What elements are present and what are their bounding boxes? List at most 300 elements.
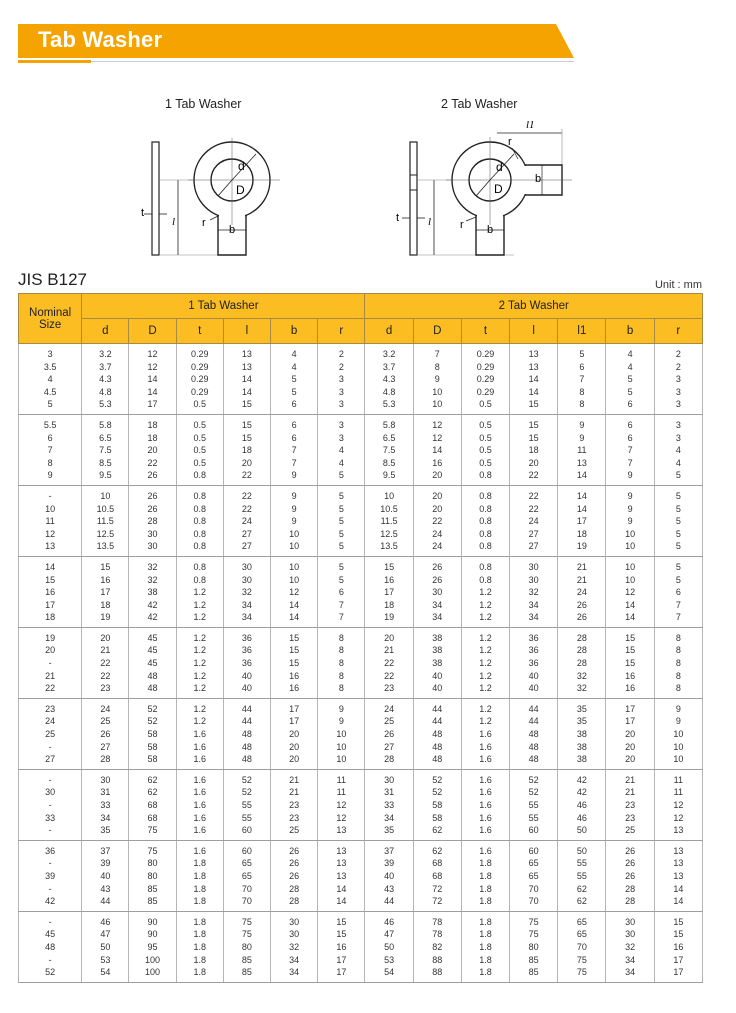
cell-value: 38 — [576, 754, 587, 765]
table-row-group — [19, 840, 703, 911]
value-cell — [223, 344, 270, 415]
cell-value: 14 — [336, 883, 347, 894]
cell-value: 62 — [147, 787, 158, 798]
cell-value: 54 — [100, 967, 111, 978]
cell-value: 53 — [384, 954, 395, 965]
cell-value: 13.5 — [380, 541, 398, 552]
value-cell — [318, 769, 365, 840]
cell-value: 9 — [338, 703, 344, 714]
cell-value: 9 — [675, 703, 681, 714]
cell-value: 20 — [528, 457, 539, 468]
cell-value: 1.6 — [479, 845, 492, 856]
cell-value: 21 — [384, 645, 395, 656]
cell-value: 44 — [528, 716, 539, 727]
cell-value: 48 — [45, 941, 56, 952]
cell-value: 25 — [625, 825, 636, 836]
value-cell — [129, 556, 176, 627]
cell-value: 35 — [576, 716, 587, 727]
one-tab-col-header: d — [82, 319, 129, 344]
cell-value: 7 — [291, 457, 297, 468]
value-cell — [461, 344, 509, 415]
cell-value: 88 — [432, 967, 443, 978]
cell-value: 10 — [289, 574, 300, 585]
value-cell — [82, 911, 129, 982]
cell-value: 1.8 — [193, 858, 206, 869]
value-cell — [271, 698, 318, 769]
cell-value: 25 — [289, 825, 300, 836]
cell-value: 0.8 — [479, 503, 492, 514]
cell-value: 85 — [528, 954, 539, 965]
cell-value: 9 — [579, 419, 585, 430]
cell-value: 7 — [338, 612, 344, 623]
cell-value: 8 — [579, 386, 585, 397]
cell-value: 40 — [384, 870, 395, 881]
D-label: D — [494, 182, 503, 196]
cell-value: 20 — [289, 729, 300, 740]
value-cell — [365, 627, 413, 698]
cell-value: 3 — [338, 419, 344, 430]
cell-value: 12 — [432, 419, 443, 430]
cell-value: 6 — [627, 399, 633, 410]
cell-value: 35 — [576, 703, 587, 714]
value-cell — [461, 627, 509, 698]
cell-value: 9 — [627, 470, 633, 481]
cell-value: 60 — [528, 845, 539, 856]
cell-value: 22 — [528, 470, 539, 481]
cell-value: 28 — [625, 883, 636, 894]
cell-value: 3 — [675, 419, 681, 430]
cell-value: 55 — [528, 812, 539, 823]
value-cell — [413, 698, 461, 769]
cell-value: 12 — [147, 361, 158, 372]
cell-value: 1.8 — [479, 883, 492, 894]
cell-value: 12 — [336, 812, 347, 823]
cell-value: 17 — [45, 599, 56, 610]
value-cell — [558, 344, 606, 415]
cell-value: 28 — [289, 883, 300, 894]
value-cell — [82, 556, 129, 627]
cell-value: 15 — [336, 916, 347, 927]
value-cell — [129, 344, 176, 415]
cell-value: 9 — [627, 516, 633, 527]
cell-value: 10 — [673, 754, 684, 765]
cell-value: 0.8 — [479, 470, 492, 481]
cell-value: 23 — [384, 683, 395, 694]
cell-value: 70 — [241, 896, 252, 907]
value-cell — [654, 911, 702, 982]
b-side-label: b — [535, 173, 542, 185]
value-cell — [558, 840, 606, 911]
cell-value: 5 — [675, 470, 681, 481]
cell-value: 58 — [432, 812, 443, 823]
cell-value: 30 — [241, 574, 252, 585]
value-cell — [461, 698, 509, 769]
cell-value: 32 — [147, 574, 158, 585]
cell-value: 20 — [432, 490, 443, 501]
two-tab-col-header: t — [461, 319, 509, 344]
cell-value: 25 — [100, 716, 111, 727]
cell-value: 3 — [338, 386, 344, 397]
cell-value: 4 — [627, 361, 633, 372]
cell-value: 7.5 — [99, 445, 112, 456]
cell-value: 3 — [675, 399, 681, 410]
value-cell — [318, 344, 365, 415]
cell-value: 17 — [576, 516, 587, 527]
cell-value: 24 — [528, 516, 539, 527]
cell-value: 52 — [432, 787, 443, 798]
cell-value: 35 — [384, 825, 395, 836]
nominal-size-cell — [19, 344, 82, 415]
cell-value: 13 — [673, 858, 684, 869]
cell-value: 13 — [336, 858, 347, 869]
cell-value: 12 — [336, 800, 347, 810]
cell-value: 20 — [45, 645, 56, 656]
cell-value: 8 — [579, 399, 585, 410]
cell-value: 1.8 — [193, 896, 206, 907]
cell-value: 1.2 — [193, 632, 206, 643]
cell-value: - — [48, 858, 52, 869]
cell-value: 4.3 — [382, 374, 396, 385]
value-cell — [271, 485, 318, 556]
cell-value: 15 — [528, 432, 539, 443]
cell-value: 1.6 — [479, 800, 492, 810]
cell-value: 36 — [241, 658, 252, 669]
cell-value: 65 — [241, 858, 252, 869]
cell-value: 7 — [434, 349, 440, 359]
cell-value: 17 — [147, 399, 158, 410]
cell-value: 42 — [576, 774, 587, 785]
cell-value: 75 — [576, 954, 587, 965]
cell-value: 30 — [528, 574, 539, 585]
cell-value: 7.5 — [382, 445, 396, 456]
cell-value: - — [48, 774, 52, 785]
cell-value: 85 — [147, 896, 158, 907]
value-cell — [223, 414, 270, 485]
value-cell — [654, 627, 702, 698]
cell-value: 1.6 — [193, 800, 206, 810]
cell-value: 8 — [675, 683, 681, 694]
cell-value: 16 — [625, 670, 636, 681]
cell-value: 1.6 — [193, 812, 206, 823]
cell-value: 7 — [338, 599, 344, 610]
cell-value: 9.5 — [382, 470, 396, 481]
cell-value: 52 — [528, 774, 539, 785]
cell-value: 17 — [625, 703, 636, 714]
cell-value: 58 — [147, 729, 158, 740]
cell-value: 30 — [625, 929, 636, 940]
cell-value: 13 — [336, 845, 347, 856]
cell-value: 5 — [675, 516, 681, 527]
cell-value: 18 — [147, 419, 158, 430]
b-bottom-label: b — [487, 224, 494, 236]
cell-value: 68 — [432, 858, 443, 869]
cell-value: 5 — [627, 374, 633, 385]
cell-value: 16 — [625, 683, 636, 694]
cell-value: 13 — [45, 541, 56, 552]
cell-value: 5 — [338, 516, 344, 527]
table-row-group — [19, 556, 703, 627]
value-cell — [365, 698, 413, 769]
cell-value: 54 — [384, 967, 395, 978]
one-tab-col-header: l — [223, 319, 270, 344]
value-cell — [271, 627, 318, 698]
value-cell — [510, 769, 558, 840]
value-cell — [365, 556, 413, 627]
cell-value: 0.8 — [479, 541, 492, 552]
cell-value: 48 — [432, 754, 443, 765]
d-label: d — [496, 160, 503, 174]
cell-value: 27 — [241, 528, 252, 539]
cell-value: 14 — [528, 374, 539, 385]
cell-value: 8.5 — [382, 457, 396, 468]
cell-value: 10 — [336, 729, 347, 740]
cell-value: 1.6 — [479, 754, 492, 765]
cell-value: 13 — [336, 825, 347, 836]
value-cell — [413, 485, 461, 556]
cell-value: 0.29 — [190, 374, 209, 385]
value-cell — [558, 627, 606, 698]
cell-value: 28 — [576, 658, 587, 669]
cell-value: 60 — [528, 825, 539, 836]
value-cell — [129, 414, 176, 485]
cell-value: 34 — [289, 967, 300, 978]
one-tab-group-header: 1 Tab Washer — [82, 294, 365, 319]
cell-value: 26 — [576, 612, 587, 623]
value-cell — [606, 627, 654, 698]
cell-value: 23 — [100, 683, 111, 694]
value-cell — [223, 698, 270, 769]
cell-value: 0.29 — [190, 361, 209, 372]
value-cell — [461, 485, 509, 556]
cell-value: 60 — [241, 845, 252, 856]
value-cell — [510, 627, 558, 698]
cell-value: 28 — [384, 754, 395, 765]
cell-value: 5.5 — [43, 419, 57, 430]
side-plate — [410, 142, 417, 255]
cell-value: 85 — [147, 883, 158, 894]
cell-value: 1.6 — [479, 812, 492, 823]
cell-value: 44 — [432, 716, 443, 727]
value-cell — [176, 911, 223, 982]
cell-value: 47 — [384, 929, 395, 940]
cell-value: 55 — [241, 812, 252, 823]
cell-value: 6.5 — [99, 432, 112, 443]
cell-value: 20 — [100, 632, 111, 643]
cell-value: 1.2 — [479, 703, 492, 714]
cell-value: 20 — [289, 754, 300, 765]
value-cell — [510, 344, 558, 415]
cell-value: 4.3 — [99, 374, 112, 385]
banner-accent-bar — [18, 60, 91, 63]
cell-value: 3.2 — [99, 349, 112, 359]
cell-value: 14 — [625, 599, 636, 610]
cell-value: 35 — [100, 825, 111, 836]
cell-value: 28 — [576, 645, 587, 656]
cell-value: 1.8 — [193, 967, 206, 978]
cell-value: 1.6 — [193, 741, 206, 752]
cell-value: 5.3 — [382, 399, 396, 410]
cell-value: 14 — [576, 490, 587, 501]
cell-value: 17 — [673, 954, 684, 965]
cell-value: 26 — [147, 503, 158, 514]
l1-label: l1 — [526, 119, 535, 131]
cell-value: 5 — [627, 386, 633, 397]
value-cell — [606, 414, 654, 485]
cell-value: 10 — [673, 729, 684, 740]
cell-value: 9 — [579, 432, 585, 443]
cell-value: 20 — [625, 741, 636, 752]
cell-value: 10 — [432, 399, 443, 410]
cell-value: 9 — [291, 516, 297, 527]
value-cell — [510, 556, 558, 627]
cell-value: 21 — [576, 561, 587, 572]
cell-value: 18 — [147, 432, 158, 443]
cell-value: 0.5 — [193, 399, 206, 410]
cell-value: 14 — [289, 599, 300, 610]
value-cell — [461, 769, 509, 840]
cell-value: 36 — [241, 645, 252, 656]
cell-value: 43 — [100, 883, 111, 894]
cell-value: 75 — [147, 825, 158, 836]
cell-value: 12 — [673, 800, 684, 810]
cell-value: 44 — [241, 703, 252, 714]
cell-value: 10 — [45, 503, 56, 514]
cell-value: 21 — [45, 670, 56, 681]
cell-value: 24 — [576, 587, 587, 598]
value-cell — [413, 414, 461, 485]
r-label: r — [202, 217, 206, 229]
cell-value: 9 — [675, 716, 681, 727]
value-cell — [461, 414, 509, 485]
cell-value: 65 — [528, 870, 539, 881]
table-row-group — [19, 627, 703, 698]
cell-value: 0.29 — [476, 361, 495, 372]
nominal-size-cell — [19, 840, 82, 911]
value-cell — [558, 556, 606, 627]
cell-value: 39 — [384, 858, 395, 869]
cell-value: 23 — [289, 812, 300, 823]
cell-value: 40 — [241, 683, 252, 694]
cell-value: 26 — [289, 858, 300, 869]
value-cell — [365, 769, 413, 840]
cell-value: 70 — [576, 941, 587, 952]
cell-value: 22 — [241, 470, 252, 481]
cell-value: 9.5 — [99, 470, 112, 481]
cell-value: - — [48, 800, 52, 810]
cell-value: 0.8 — [479, 516, 492, 527]
cell-value: 80 — [147, 870, 158, 881]
cell-value: 5 — [579, 349, 585, 359]
unit-label: Unit : mm — [654, 279, 702, 291]
cell-value: 12 — [45, 528, 56, 539]
cell-value: 39 — [100, 858, 111, 869]
cell-value: 8 — [338, 658, 344, 669]
cell-value: 0.5 — [193, 445, 206, 456]
cell-value: 100 — [145, 967, 161, 978]
cell-value: 0.5 — [193, 419, 206, 430]
cell-value: 5 — [47, 399, 53, 410]
cell-value: 34 — [528, 599, 539, 610]
cell-value: 15 — [384, 561, 395, 572]
value-cell — [223, 911, 270, 982]
cell-value: 60 — [241, 825, 252, 836]
cell-value: 1.6 — [193, 774, 206, 785]
cell-value: 5 — [675, 490, 681, 501]
cell-value: 14 — [336, 896, 347, 907]
cell-value: 58 — [432, 800, 443, 810]
cell-value: 0.29 — [476, 374, 495, 385]
cell-value: 42 — [576, 787, 587, 798]
value-cell — [654, 485, 702, 556]
cell-value: 42 — [45, 896, 56, 907]
d-label: d — [238, 159, 245, 173]
cell-value: 24 — [100, 703, 111, 714]
cell-value: 18 — [384, 599, 395, 610]
value-cell — [82, 840, 129, 911]
cell-value: 62 — [576, 883, 587, 894]
dimension-table — [18, 293, 703, 983]
cell-value: 0.5 — [193, 457, 206, 468]
cell-value: 13 — [336, 870, 347, 881]
cell-value: 0.8 — [193, 574, 206, 585]
cell-value: 52 — [147, 716, 158, 727]
cell-value: 42 — [147, 599, 158, 610]
cell-value: 75 — [576, 967, 587, 978]
value-cell — [129, 840, 176, 911]
cell-value: 5 — [675, 503, 681, 514]
value-cell — [558, 911, 606, 982]
cell-value: 17 — [336, 967, 347, 978]
cell-value: 1.2 — [193, 658, 206, 669]
cell-value: 1.6 — [193, 754, 206, 765]
value-cell — [318, 840, 365, 911]
cell-value: 5 — [338, 574, 344, 585]
cell-value: 36 — [528, 658, 539, 669]
cell-value: 13 — [673, 870, 684, 881]
cell-value: 28 — [576, 632, 587, 643]
cell-value: 16 — [336, 941, 347, 952]
value-cell — [318, 911, 365, 982]
cell-value: 30 — [384, 774, 395, 785]
cell-value: 78 — [432, 916, 443, 927]
cell-value: 1.2 — [193, 683, 206, 694]
cell-value: 11 — [673, 787, 684, 798]
cell-value: 46 — [100, 916, 111, 927]
cell-value: 16 — [384, 574, 395, 585]
cell-value: - — [48, 825, 52, 836]
cell-value: 21 — [576, 574, 587, 585]
cell-value: 8 — [675, 645, 681, 656]
cell-value: 11 — [336, 787, 346, 798]
cell-value: 16 — [289, 670, 300, 681]
cell-value: 0.8 — [193, 490, 206, 501]
cell-value: 5 — [338, 503, 344, 514]
cell-value: 1.6 — [479, 825, 492, 836]
two-tab-col-header: l — [510, 319, 558, 344]
cell-value: 12 — [625, 587, 636, 598]
cell-value: 12 — [147, 349, 158, 359]
cell-value: 20 — [147, 445, 158, 456]
cell-value: 14 — [673, 883, 684, 894]
two-tab-col-header: D — [413, 319, 461, 344]
cell-value: 68 — [432, 870, 443, 881]
nominal-size-cell — [19, 911, 82, 982]
cell-value: 11 — [336, 774, 346, 785]
value-cell — [271, 414, 318, 485]
cell-value: 4 — [291, 349, 297, 359]
value-cell — [318, 627, 365, 698]
value-cell — [654, 344, 702, 415]
